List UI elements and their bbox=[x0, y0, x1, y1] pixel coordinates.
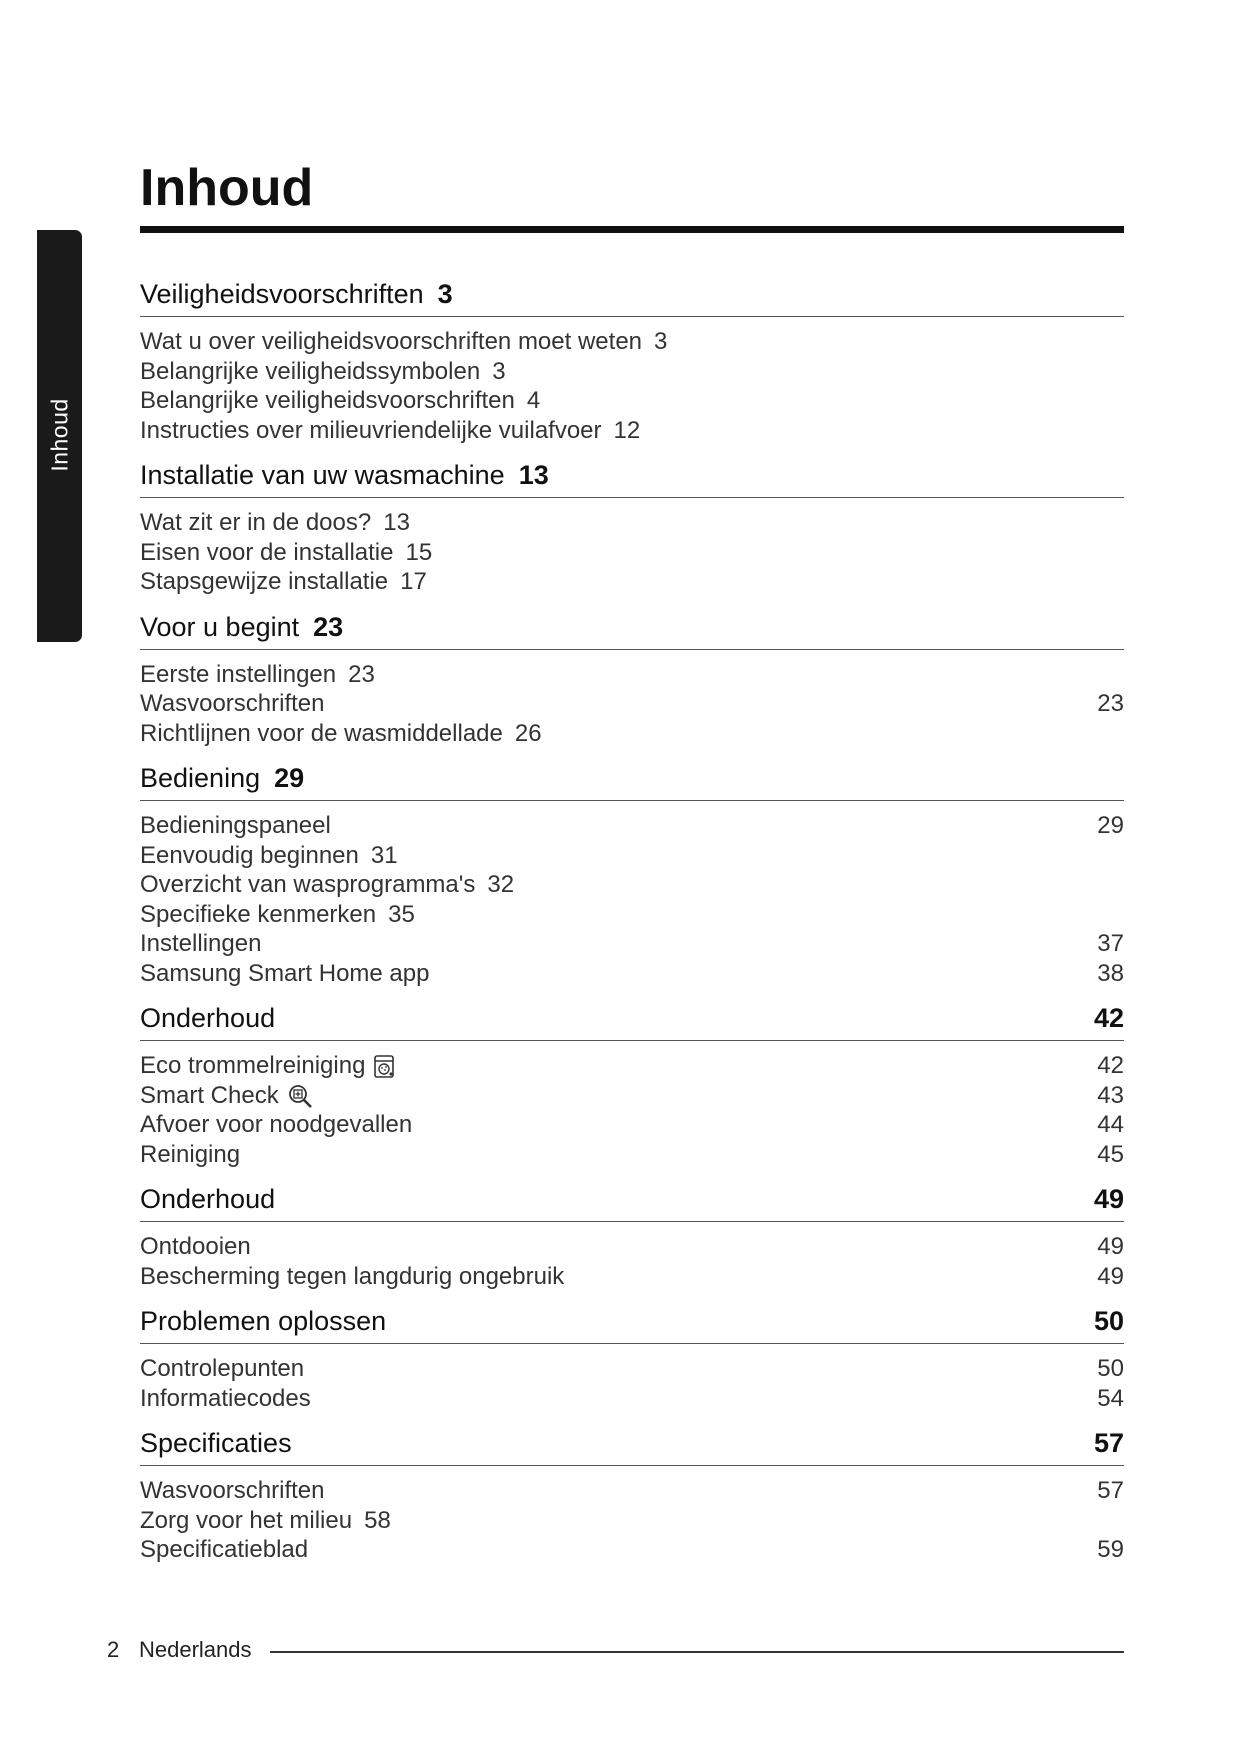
section-heading[interactable] bbox=[140, 998, 1124, 1041]
toc-entry[interactable] bbox=[140, 660, 1124, 690]
entry-label: Informatiecodes bbox=[140, 1384, 311, 1412]
toc-entry[interactable] bbox=[140, 1354, 1124, 1384]
section-title: Bediening bbox=[140, 763, 261, 793]
entry-label: Wasvoorschriften bbox=[140, 1477, 325, 1504]
section-heading[interactable] bbox=[140, 607, 1124, 650]
toc-entry[interactable] bbox=[140, 689, 1124, 719]
toc-entry[interactable] bbox=[140, 1110, 1124, 1140]
toc-entry[interactable] bbox=[140, 1476, 1124, 1506]
section-title: Onderhoud bbox=[140, 1003, 276, 1033]
toc-entry[interactable] bbox=[140, 1535, 1124, 1565]
entry-label: Wat u over veiligheidsvoorschriften moet weten bbox=[140, 328, 643, 355]
entry-label: Instructies over milieuvriendelijke vuilafvoer bbox=[140, 416, 602, 444]
title-rule bbox=[140, 226, 1124, 233]
section-title: Voor u begint bbox=[140, 611, 300, 642]
entry-page: 35 bbox=[388, 900, 415, 928]
toc-entry[interactable] bbox=[140, 327, 1124, 357]
entry-page: 49 bbox=[1097, 1262, 1124, 1290]
toc-entry[interactable] bbox=[140, 538, 1124, 568]
toc-section bbox=[140, 1423, 1124, 1565]
section-title: Specificaties bbox=[140, 1428, 292, 1458]
section-page: 13 bbox=[518, 460, 549, 490]
entry-label: Richtlijnen voor de wasmiddellade bbox=[140, 719, 503, 747]
footer-page-number: 2 bbox=[107, 1637, 120, 1662]
toc-entry[interactable] bbox=[140, 1506, 1124, 1536]
toc-entry[interactable] bbox=[140, 929, 1124, 959]
entry-page: 57 bbox=[1097, 1477, 1124, 1504]
section-heading[interactable] bbox=[140, 1423, 1124, 1466]
entry-page: 3 bbox=[492, 357, 506, 385]
entry-label: Specificatieblad bbox=[140, 1536, 309, 1563]
entry-page: 54 bbox=[1097, 1384, 1124, 1412]
toc-section bbox=[140, 1301, 1124, 1413]
entry-label: Wat zit er in de doos? bbox=[140, 509, 372, 536]
toc-section bbox=[140, 1179, 1124, 1291]
toc-entry[interactable] bbox=[140, 508, 1124, 538]
entry-label: Ontdooien bbox=[140, 1233, 251, 1260]
toc-entry[interactable] bbox=[140, 841, 1124, 871]
entry-page: 38 bbox=[1097, 959, 1124, 987]
entry-page: 15 bbox=[405, 538, 433, 566]
toc-entry[interactable] bbox=[140, 416, 1124, 446]
entry-label: Afvoer voor noodgevallen bbox=[140, 1111, 413, 1138]
section-title: Onderhoud bbox=[140, 1184, 276, 1214]
section-heading[interactable] bbox=[140, 274, 1124, 317]
footer-rule bbox=[270, 1651, 1124, 1653]
section-page: 57 bbox=[1093, 1428, 1124, 1458]
toc-section bbox=[140, 455, 1124, 597]
toc-entry[interactable] bbox=[140, 567, 1124, 597]
entry-page: 23 bbox=[1097, 690, 1124, 717]
section-page: 29 bbox=[274, 763, 305, 793]
section-heading[interactable] bbox=[140, 455, 1124, 498]
table-of-contents bbox=[140, 274, 1124, 1575]
toc-section bbox=[140, 274, 1124, 445]
drum-clean-icon bbox=[373, 1054, 397, 1080]
toc-section bbox=[140, 607, 1124, 749]
section-heading[interactable] bbox=[140, 758, 1124, 801]
side-tab-label: Inhoud bbox=[46, 398, 72, 472]
toc-entry[interactable] bbox=[140, 357, 1124, 387]
entry-label: Wasvoorschriften bbox=[140, 690, 325, 717]
footer-language: Nederlands bbox=[139, 1637, 252, 1662]
section-page: 50 bbox=[1093, 1306, 1124, 1336]
section-title: Veiligheidsvoorschriften bbox=[140, 279, 424, 309]
entry-page: 44 bbox=[1097, 1111, 1124, 1138]
toc-entry[interactable] bbox=[140, 1232, 1124, 1262]
toc-entry[interactable] bbox=[140, 719, 1124, 749]
entry-page: 37 bbox=[1097, 930, 1124, 957]
entry-page: 13 bbox=[383, 509, 410, 536]
toc-entry[interactable] bbox=[140, 386, 1124, 416]
entry-label: Reiniging bbox=[140, 1140, 241, 1168]
entry-page: 58 bbox=[364, 1506, 391, 1534]
entry-label: Smart Check bbox=[140, 1081, 279, 1109]
entry-label: Eenvoudig beginnen bbox=[140, 841, 359, 869]
entry-label: Samsung Smart Home app bbox=[140, 959, 430, 987]
entry-page: 31 bbox=[370, 841, 398, 869]
toc-entry[interactable] bbox=[140, 1384, 1124, 1414]
section-page: 3 bbox=[437, 279, 453, 309]
toc-entry[interactable] bbox=[140, 959, 1124, 989]
toc-section bbox=[140, 998, 1124, 1169]
toc-entry[interactable] bbox=[140, 1140, 1124, 1170]
toc-entry[interactable] bbox=[140, 870, 1124, 900]
section-title: Installatie van uw wasmachine bbox=[140, 460, 505, 490]
section-title: Problemen oplossen bbox=[140, 1306, 387, 1336]
section-heading[interactable] bbox=[140, 1301, 1124, 1344]
entry-page: 32 bbox=[487, 871, 515, 898]
section-page: 42 bbox=[1093, 1003, 1124, 1033]
entry-label: Specifieke kenmerken bbox=[140, 900, 377, 928]
entry-page: 45 bbox=[1097, 1140, 1124, 1168]
smart-check-icon bbox=[287, 1083, 311, 1109]
page-title: Inhoud bbox=[140, 159, 314, 217]
footer bbox=[107, 1637, 1124, 1663]
entry-label: Instellingen bbox=[140, 930, 262, 957]
side-tab bbox=[37, 230, 82, 642]
entry-page: 50 bbox=[1097, 1355, 1124, 1382]
entry-page: 12 bbox=[613, 416, 641, 444]
entry-page: 59 bbox=[1097, 1536, 1124, 1563]
entry-page: 26 bbox=[514, 719, 542, 747]
entry-page: 43 bbox=[1097, 1081, 1124, 1109]
entry-page: 4 bbox=[526, 387, 541, 414]
entry-label: Belangrijke veiligheidssymbolen bbox=[140, 357, 481, 385]
entry-page: 29 bbox=[1097, 812, 1124, 839]
section-heading[interactable] bbox=[140, 1179, 1124, 1222]
entry-page: 49 bbox=[1097, 1233, 1124, 1260]
entry-page: 3 bbox=[654, 328, 668, 355]
entry-label: Eerste instellingen bbox=[140, 660, 337, 688]
toc-entry[interactable] bbox=[140, 811, 1124, 841]
section-page: 49 bbox=[1093, 1184, 1124, 1214]
entry-label: Controlepunten bbox=[140, 1355, 305, 1382]
toc-entry[interactable] bbox=[140, 1081, 1124, 1111]
entry-page: 17 bbox=[400, 568, 427, 595]
entry-label: Belangrijke veiligheidsvoorschriften bbox=[140, 387, 515, 414]
section-page: 23 bbox=[313, 611, 344, 642]
toc-entry[interactable] bbox=[140, 1262, 1124, 1292]
entry-label: Overzicht van wasprogramma's bbox=[140, 871, 476, 898]
toc-section bbox=[140, 758, 1124, 988]
entry-label: Zorg voor het milieu bbox=[140, 1506, 353, 1534]
entry-label: Bedieningspaneel bbox=[140, 812, 331, 839]
entry-label: Eco trommelreiniging bbox=[140, 1052, 366, 1079]
toc-entry[interactable] bbox=[140, 900, 1124, 930]
entry-label: Eisen voor de installatie bbox=[140, 538, 394, 566]
entry-page: 42 bbox=[1097, 1052, 1124, 1079]
entry-label: Bescherming tegen langdurig ongebruik bbox=[140, 1262, 565, 1290]
entry-page: 23 bbox=[348, 660, 375, 688]
toc-entry[interactable] bbox=[140, 1051, 1124, 1081]
entry-label: Stapsgewijze installatie bbox=[140, 568, 389, 595]
